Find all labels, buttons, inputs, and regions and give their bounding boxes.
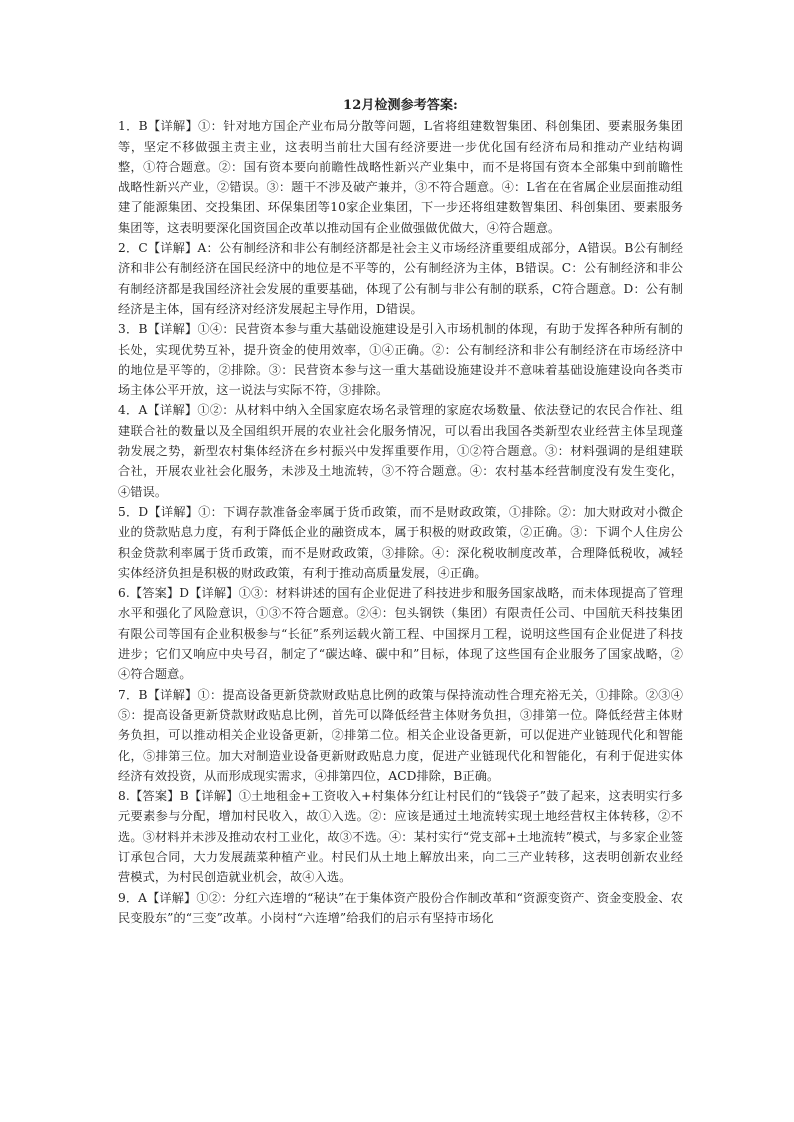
answer-6: 6.【答案】D【详解】①③：材料讲述的国有企业促进了科技进步和服务国家战略，而未体现提高了管理水平和强化了风险意识，①③不符合题意。②④：包头钢铁（集团）有限责任公司、中国航天科技集团有限公司等国有企业积极参与“长征”系列运载火箭工程、中国探月工程，说明这些国有企业促进了科技进步；它们又响应中央号召，制定了“碳达峰、碳中和”目标，体现了这些国有企业服务了国家战略，②④符合题意。 — [118, 586, 683, 682]
page-title: 12月检测参考答案: — [343, 98, 458, 113]
answer-1: 1．B【详解】①：针对地方国企产业布局分散等问题，L省将组建数智集团、科创集团、要素服务集团等，坚定不移做强主责主业，这表明当前壮大国有经济要进一步优化国有经济布局和推动产业结构调整，①符合题意。②：国有资本要向前瞻性战略性新兴产业集中，而不是将国有资本全部集中到前瞻性战略性新兴产业，②错误。③：题干不涉及破产兼并，③不符合题意。④：L省在在省属企业层面推动组建了能源集团、交投集团、环保集团等10家企业集团，下一步还将组建数智集团、科创集团、要素服务集团等，这表明要深化国资国企改革以推动国有企业做强做优做大，④符合题意。 — [118, 119, 683, 235]
answer-8: 8.【答案】B【详解】①土地租金+工资收入+村集体分红让村民们的“钱袋子”鼓了起来，这表明实行多元要素参与分配，增加村民收入，故①入选。②：应该是通过土地流转实现土地经营权主体转移，②不选。③材料并未涉及推动农村工业化，故③不选。④：某村实行“党支部+土地流转”模式，与多家企业签订承包合同，大力发展蔬菜种植产业。村民们从土地上解放出来，向二三产业转移，这表明创新农业经营模式，为村民创造就业机会，故④入选。 — [118, 789, 683, 885]
answer-document — [118, 96, 683, 928]
answer-9: 9．A【详解】①②：分红六连增的“秘诀”在于集体资产股份合作制改革和“资源变资产、资金变股金、农民变股东”的“三变”改革。小岗村“六连增”给我们的启示有坚持市场化 — [118, 890, 683, 925]
answer-5: 5．D【详解】①：下调存款准备金率属于货币政策，而不是财政政策，①排除。②：加大财政对小微企业的贷款贴息力度，有利于降低企业的融资成本，属于积极的财政政策，②正确。③：下调个人住房公积金贷款利率属于货币政策，而不是财政政策，③排除。④：深化税收制度改革，合理降低税收，减轻实体经济负担是积极的财政政策，有利于推动高质量发展，④正确。 — [118, 504, 683, 580]
answer-4: 4．A【详解】①②：从材料中纳入全国家庭农场名录管理的家庭农场数量、依法登记的农民合作社、组建联合社的数量以及全国组织开展的农业社会化服务情况，可以看出我国各类新型农业经营主体呈现蓬勃发展之势，新型农村集体经济在乡村振兴中发挥重要作用，①②符合题意。③：材料强调的是组建联合社，开展农业社会化服务，未涉及土地流转，③不符合题意。④：农村基本经营制度没有发生变化，④错误。 — [118, 403, 683, 499]
answer-2: 2．C【详解】A：公有制经济和非公有制经济都是社会主义市场经济重要组成部分，A错误。B公有制经济和非公有制经济在国民经济中的地位是不平等的，公有制经济为主体，B错误。C：公有制经济和非公有制经济都是我国经济社会发展的重要基础，体现了公有制与非公有制的联系，C符合题意。D：公有制经济是主体，国有经济对经济发展起主导作用，D错误。 — [118, 241, 683, 316]
answer-3: 3．B【详解】①④：民营资本参与重大基础设施建设是引入市场机制的体现，有助于发挥各种所有制的长处，实现优势互补，提升资金的使用效率，①④正确。②：公有制经济和非公有制经济在市场经济中的地位是平等的，②排除。③：民营资本参与这一重大基础设施建设并不意味着基础设施建设向各类市场主体公平开放，这一说法与实际不符，③排除。 — [118, 322, 683, 398]
answer-7: 7．B【详解】①：提高设备更新贷款财政贴息比例的政策与保持流动性合理充裕无关，①排除。②③④⑤：提高设备更新贷款财政贴息比例，首先可以降低经营主体财务负担，③排第一位。降低经营主体财务负担，可以推动相关企业设备更新，②排第二位。相关企业设备更新，可以促进产业链现代化和智能化，⑤排第三位。加大对制造业设备更新财政贴息力度，促进产业链现代化和智能化，有利于促进实体经济有效投资，从而形成现实需求，④排第四位，ACD排除，B正确。 — [118, 687, 683, 783]
